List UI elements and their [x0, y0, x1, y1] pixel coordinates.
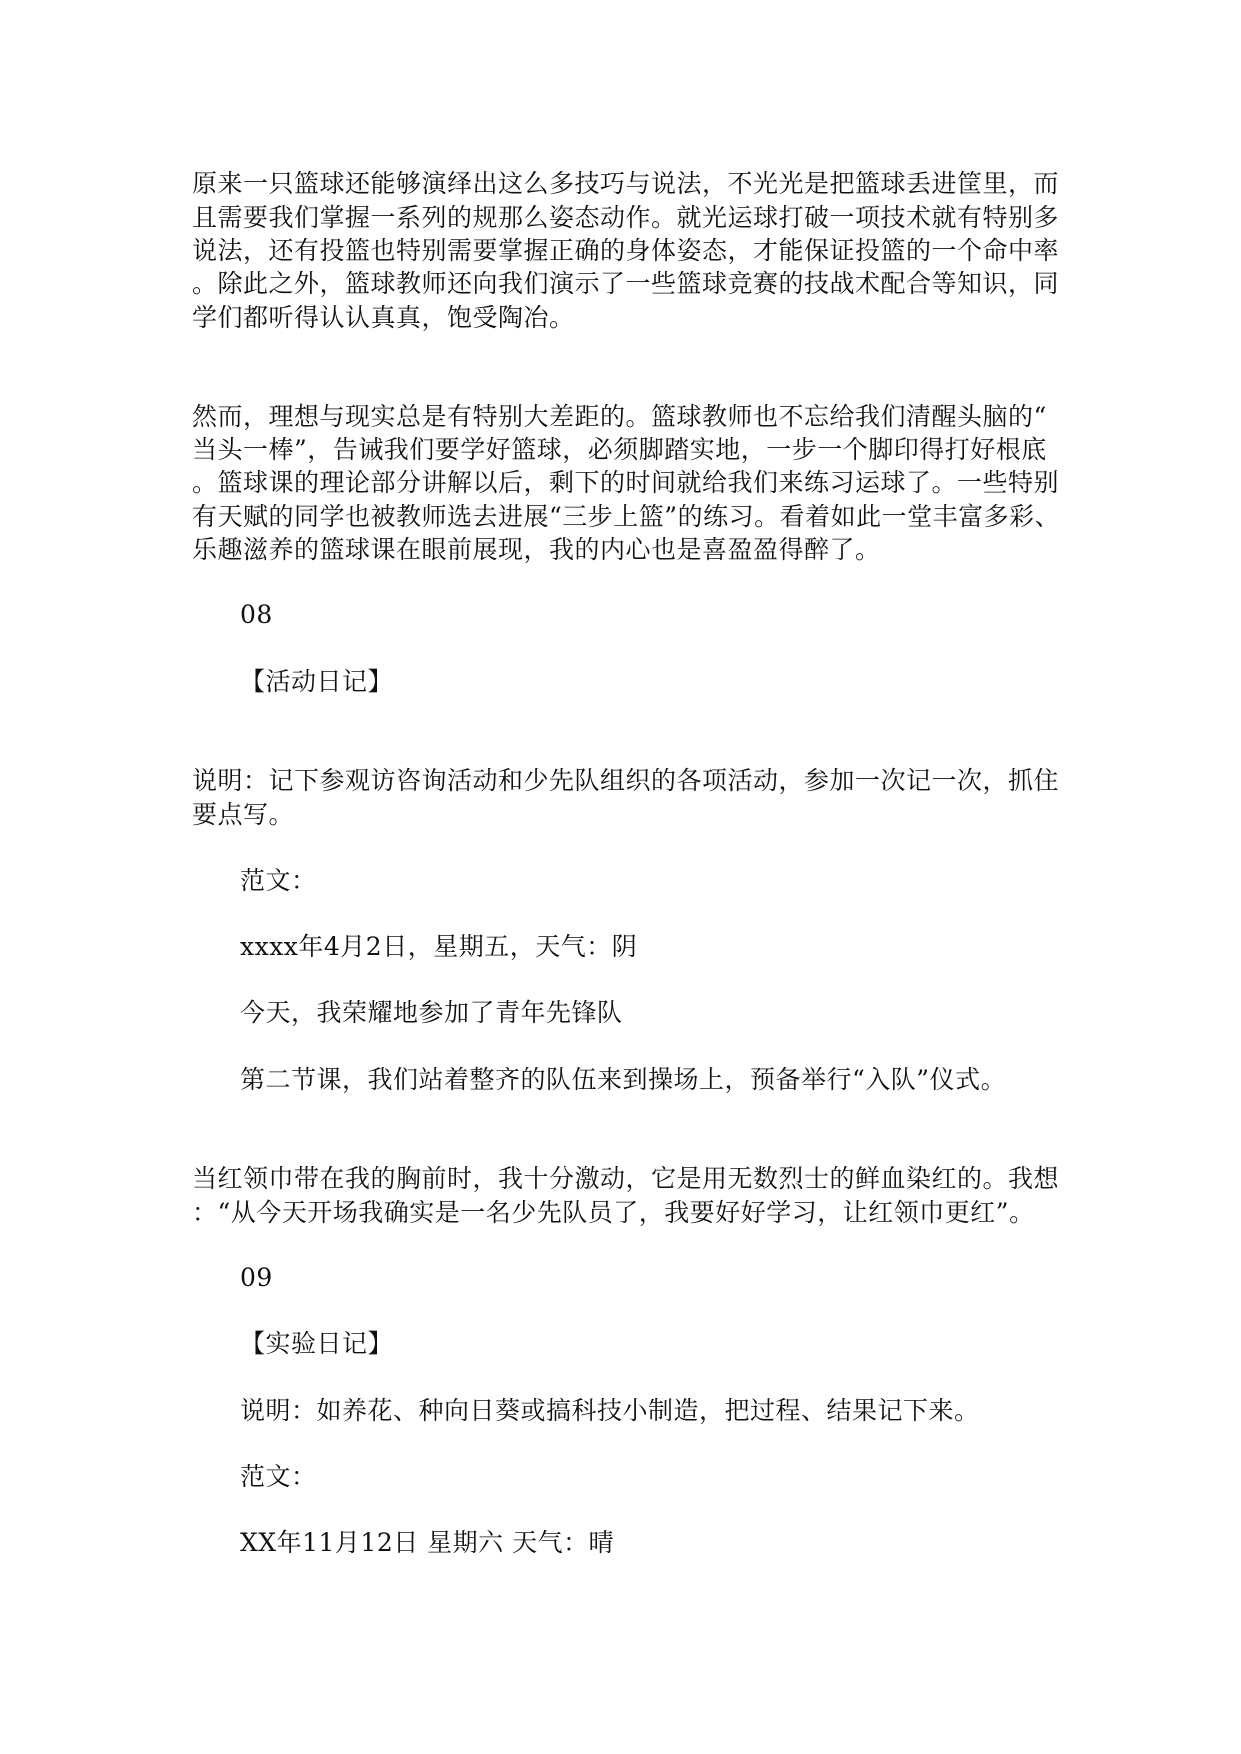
- paragraph-line: 学们都听得认认真真，饱受陶冶。: [192, 303, 575, 332]
- paragraph-line: 。篮球课的理论部分讲解以后，剩下的时间就给我们来练习运球了。一些特别: [192, 468, 1060, 497]
- paragraph-line: 原来一只篮球还能够演绎出这么多技巧与说法，不光光是把篮球丢进筐里，而: [192, 169, 1060, 198]
- sample-label: 范文：: [240, 1462, 317, 1491]
- paragraph-line: 然而，理想与现实总是有特别大差距的。篮球教师也不忘给我们清醒头脑的“: [192, 402, 1047, 431]
- paragraph-line: 当头一棒”，告诫我们要学好篮球，必须脚踏实地，一步一个脚印得打好根底: [192, 435, 1047, 464]
- description-line: 说明：如养花、种向日葵或搞科技小制造，把过程、结果记下来。: [240, 1396, 980, 1425]
- body-line: 今天，我荣耀地参加了青年先锋队: [240, 998, 623, 1027]
- paragraph-line: 且需要我们掌握一系列的规那么姿态动作。就光运球打破一项技术就有特别多: [192, 203, 1060, 232]
- section-heading: 【活动日记】: [240, 667, 394, 696]
- closing-line: ：“从今天开场我确实是一名少先队员了，我要好好学习，让红领巾更红”。: [192, 1198, 1035, 1227]
- section-heading: 【实验日记】: [240, 1329, 394, 1358]
- paragraph-line: 有天赋的同学也被教师选去进展“三步上篮”的练习。看着如此一堂丰富多彩、: [192, 502, 1061, 531]
- paragraph-line: 。除此之外，篮球教师还向我们演示了一些篮球竞赛的技战术配合等知识，同: [192, 269, 1060, 298]
- section-number: 08: [240, 600, 273, 629]
- description-line: 要点写。: [192, 800, 295, 829]
- closing-line: 当红领巾带在我的胸前时，我十分激动，它是用无数烈士的鲜血染红的。我想: [192, 1164, 1060, 1193]
- body-line: 第二节课，我们站着整齐的队伍来到操场上，预备举行“入队”仪式。: [240, 1065, 1007, 1094]
- paragraph-line: 乐趣滋养的篮球课在眼前展现，我的内心也是喜盈盈得醉了。: [192, 535, 881, 564]
- sample-label: 范文：: [240, 866, 317, 895]
- date-line: xxxx年4月2日，星期五，天气：阴: [240, 932, 638, 961]
- date-line: XX年11月12日 星期六 天气：晴: [240, 1528, 615, 1557]
- paragraph-line: 说法，还有投篮也特别需要掌握正确的身体姿态，才能保证投篮的一个命中率: [192, 236, 1060, 265]
- section-number: 09: [240, 1263, 273, 1292]
- description-line: 说明：记下参观访咨询活动和少先队组织的各项活动，参加一次记一次，抓住: [192, 766, 1060, 795]
